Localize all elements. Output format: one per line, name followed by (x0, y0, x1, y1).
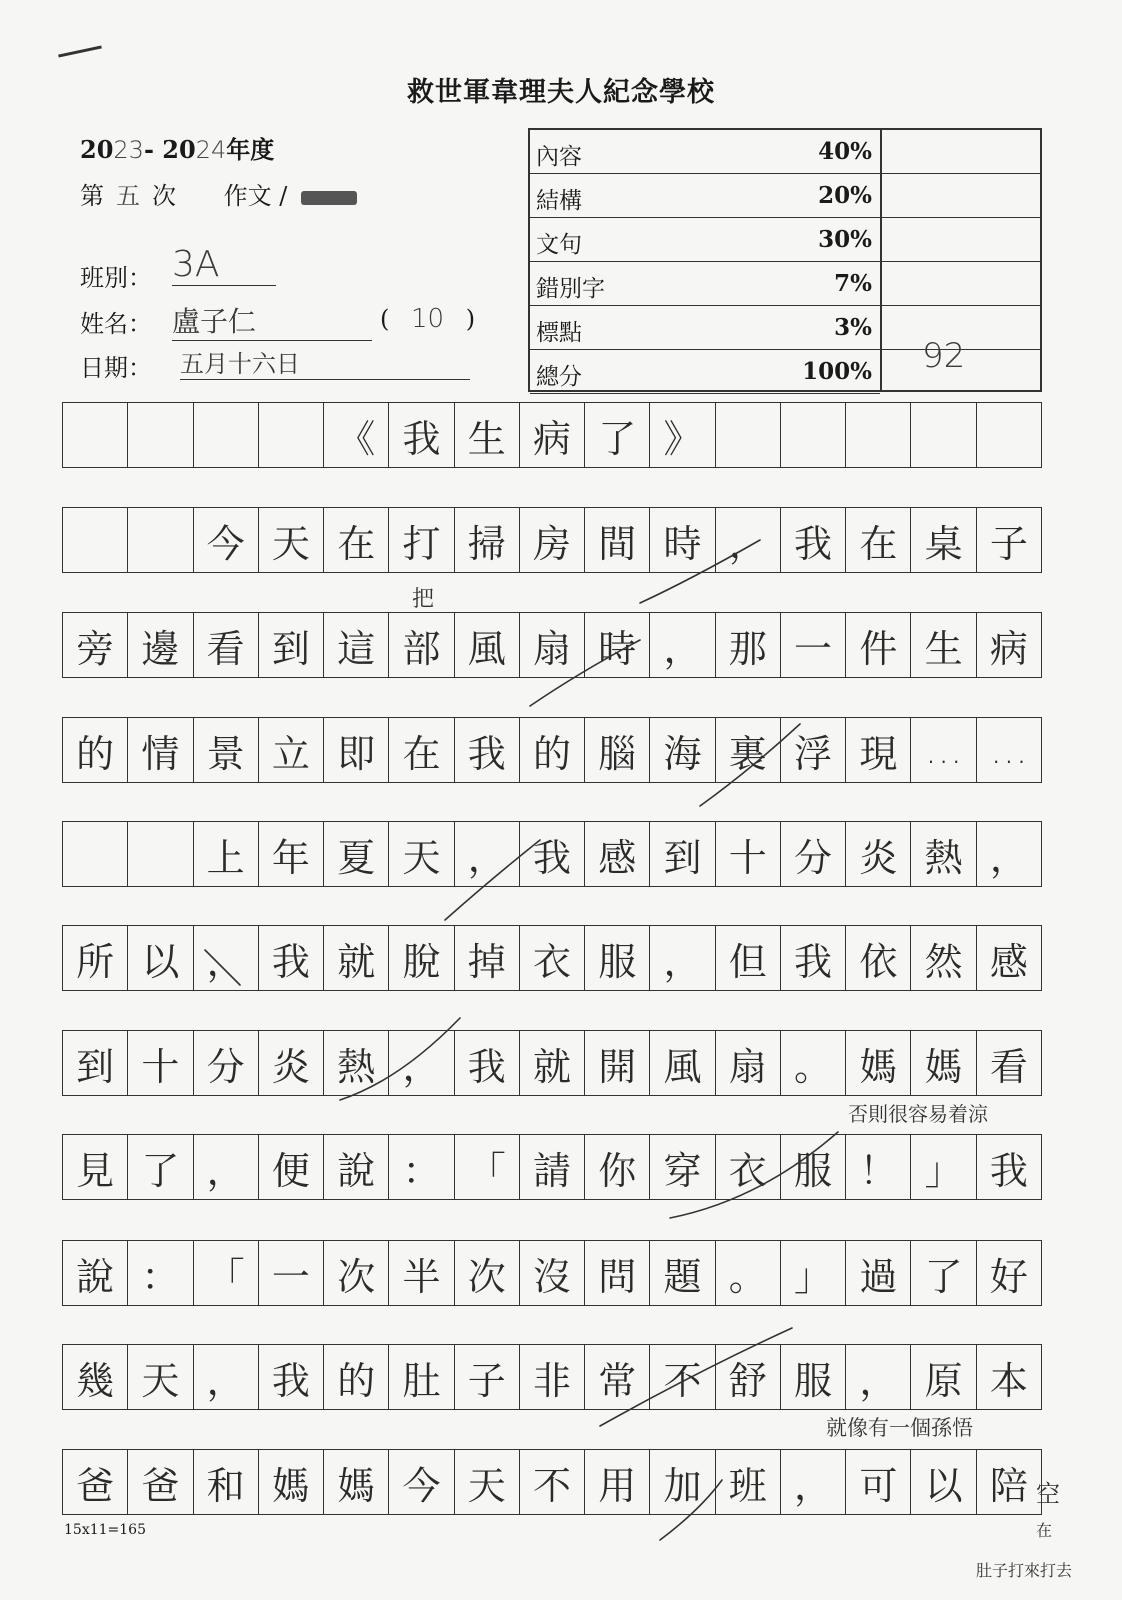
essay-grid-cell: 在 (846, 508, 911, 572)
essay-grid-cell: 天 (128, 1345, 193, 1409)
essay-grid-cell: 即 (324, 718, 389, 782)
essay-grid-cell: 我 (455, 1031, 520, 1095)
student-number: ( 10 ) (380, 304, 476, 334)
essay-grid-cell: 舒 (716, 1345, 781, 1409)
essay-grid-cell: 旁 (63, 613, 128, 677)
essay-grid-cell: ， (455, 822, 520, 886)
essay-grid-cell: 時 (650, 508, 715, 572)
essay-grid-cell: 感 (585, 822, 650, 886)
essay-grid-cell: 分 (781, 822, 846, 886)
correction-stroke (660, 1480, 722, 1540)
essay-grid-cell: 說 (324, 1135, 389, 1199)
annotation-fouze: 否則很容易着涼 (848, 1102, 988, 1126)
essay-grid-cell: 夏 (324, 822, 389, 886)
score-row-sentences: 文句 30% (530, 218, 880, 262)
essay-grid-cell: 生 (455, 403, 520, 467)
essay-grid-cell: 海 (650, 718, 715, 782)
correction-stroke (205, 950, 240, 985)
essay-grid-cell: 》 (650, 403, 715, 467)
essay-grid-cell: 陪 (989, 1463, 1028, 1508)
essay-grid-cell: 間 (585, 508, 650, 572)
essay-grid-cell: 浮 (781, 718, 846, 782)
essay-grid-cell: 熱 (324, 1031, 389, 1095)
name-label: 姓名： (80, 310, 152, 338)
score-row-content: 內容 40% (530, 130, 880, 174)
date-value: 五月十六日 (180, 344, 470, 380)
total-score: 92 (922, 336, 966, 376)
essay-grid-cell: 本 (989, 1358, 1028, 1403)
essay-grid-cell: 天 (455, 1450, 520, 1514)
essay-grid-cell: 就 (520, 1031, 585, 1095)
essay-grid-cell: 現 (846, 718, 911, 782)
essay-grid-cell: 風 (650, 1031, 715, 1095)
essay-grid-cell: 的 (63, 718, 128, 782)
annotation-jiu-xiang: 就像有一個孫悟 (826, 1416, 973, 1440)
essay-grid-cell: 到 (650, 822, 715, 886)
essay-grid-cell: 我 (989, 1148, 1028, 1193)
essay-grid-cell: 房 (520, 508, 585, 572)
essay-grid-cell: 媽 (259, 1450, 324, 1514)
school-year: 2023- 2024年度 (80, 135, 275, 164)
essay-grid-cell: 以 (128, 926, 193, 990)
essay-grid-cell: 媽 (324, 1450, 389, 1514)
correction-stroke (700, 724, 800, 806)
essay-grid-cell: 說 (63, 1241, 128, 1305)
essay-grid-cell: 過 (846, 1241, 911, 1305)
essay-grid-cell: 到 (63, 1031, 128, 1095)
school-title: 救世軍韋理夫人紀念學校 (407, 77, 715, 108)
essay-grid-cell: 了 (585, 403, 650, 467)
essay-grid-cell: 到 (259, 613, 324, 677)
essay-grid-cell: 。 (781, 1031, 846, 1095)
essay-grid-cell: 扇 (716, 1031, 781, 1095)
essay-grid-cell: ， (194, 1345, 259, 1409)
annotation-duzi: 肚子打來打去 (976, 1561, 1073, 1580)
essay-grid-cell: 穿 (650, 1135, 715, 1199)
name-value: 盧子仁 (172, 300, 372, 341)
essay-grid-cell: 今 (389, 1450, 454, 1514)
essay-grid-cell: 掉 (455, 926, 520, 990)
essay-grid-cell: 我 (389, 403, 454, 467)
essay-grid-cell: 請 (520, 1135, 585, 1199)
footer-grid-size: 15x11=165 (64, 1522, 146, 1538)
essay-grid-cell: 感 (989, 939, 1028, 984)
essay-grid-cell: ， (846, 1345, 911, 1409)
essay-grid-cell: 我 (781, 926, 846, 990)
essay-grid-cell: 風 (455, 613, 520, 677)
essay-grid-cell: 」 (911, 1135, 976, 1199)
essay-grid-cell: 肚 (389, 1345, 454, 1409)
essay-grid-cell: 那 (716, 613, 781, 677)
essay-grid-cell: 「 (194, 1241, 259, 1305)
essay-grid-cell: 炎 (259, 1031, 324, 1095)
essay-grid-cell: 可 (846, 1450, 911, 1514)
correction-stroke (600, 1328, 792, 1426)
essay-grid-cell: 問 (585, 1241, 650, 1305)
class-value: 3A (172, 244, 276, 286)
essay-grid-cell: 服 (585, 926, 650, 990)
essay-grid-cell: 十 (716, 822, 781, 886)
essay-grid-cell: 幾 (63, 1345, 128, 1409)
essay-grid-cell: 脫 (389, 926, 454, 990)
essay-grid-cell: 我 (781, 508, 846, 572)
essay-grid-cell: 扇 (520, 613, 585, 677)
essay-grid-cell: 熱 (911, 822, 976, 886)
essay-grid-cell: 這 (324, 613, 389, 677)
essay-grid-cell: … (911, 718, 976, 782)
essay-grid-cell: 服 (781, 1135, 846, 1199)
essay-grid-cell: ， (389, 1031, 454, 1095)
score-row-total: 總分 100% (530, 350, 880, 394)
score-row-punctuation: 標點 3% (530, 306, 880, 350)
correction-stroke (640, 540, 760, 603)
essay-grid-cell: 在 (324, 508, 389, 572)
essay-grid-cell: 上 (194, 822, 259, 886)
round-line: 第 五 次 作文 / (80, 176, 357, 211)
essay-grid-cell: 裏 (716, 718, 781, 782)
date-label: 日期： (80, 354, 152, 382)
essay-grid-cell: 邊 (128, 613, 193, 677)
essay-grid-cell: 班 (716, 1450, 781, 1514)
essay-grid-cell: 題 (650, 1241, 715, 1305)
essay-grid-cell: … (989, 728, 1028, 772)
essay-grid-cell: 了 (128, 1135, 193, 1199)
essay-grid-cell: 次 (324, 1241, 389, 1305)
essay-grid-cell: 《 (324, 403, 389, 467)
correction-stroke (530, 640, 640, 706)
essay-grid-cell: 所 (63, 926, 128, 990)
essay-grid-cell: 的 (520, 718, 585, 782)
essay-grid-cell: 半 (389, 1241, 454, 1305)
essay-grid-cell: 衣 (520, 926, 585, 990)
essay-grid-cell: 病 (520, 403, 585, 467)
essay-grid-cell: 時 (585, 613, 650, 677)
essay-grid-cell: ， (781, 1450, 846, 1514)
essay-grid-cell: 加 (650, 1450, 715, 1514)
essay-grid-cell: 以 (911, 1450, 976, 1514)
essay-grid-cell: 用 (585, 1450, 650, 1514)
essay-grid-cell: 不 (520, 1450, 585, 1514)
essay-grid-cell: 依 (846, 926, 911, 990)
essay-grid-cell: ！ (846, 1135, 911, 1199)
essay-grid-cell: 。 (716, 1241, 781, 1305)
essay-grid-cell: 在 (389, 718, 454, 782)
essay-grid-cell: 一 (259, 1241, 324, 1305)
essay-grid-cell: 病 (989, 626, 1028, 671)
essay-grid-cell: ， (194, 1135, 259, 1199)
essay-grid-cell: 立 (259, 718, 324, 782)
score-row-structure: 結構 20% (530, 174, 880, 218)
essay-grid-cell: 天 (389, 822, 454, 886)
essay-grid-cell: 開 (585, 1031, 650, 1095)
essay-grid-cell: 年 (259, 822, 324, 886)
essay-grid-cell: 看 (194, 613, 259, 677)
essay-grid-cell: 子 (989, 521, 1028, 566)
essay-grid-cell: ， (716, 508, 781, 572)
essay-grid-cell: 情 (128, 718, 193, 782)
essay-grid-cell: ， (650, 613, 715, 677)
score-row-typos: 錯別字 7% (530, 262, 880, 306)
essay-grid-cell: 我 (455, 718, 520, 782)
essay-grid-cell: ： (128, 1241, 193, 1305)
essay-grid-cell: 天 (259, 508, 324, 572)
essay-grid-cell: ， (989, 835, 1028, 880)
annotation-zai: 在 (1036, 1521, 1053, 1540)
essay-grid-cell: 一 (781, 613, 846, 677)
essay-grid-cell: 然 (911, 926, 976, 990)
essay-grid-cell: 打 (389, 508, 454, 572)
correction-stroke (445, 840, 540, 920)
essay-grid-cell: 看 (989, 1044, 1028, 1089)
essay-grid-cell: 不 (650, 1345, 715, 1409)
essay-grid-cell: 炎 (846, 822, 911, 886)
essay-grid-cell: 我 (520, 822, 585, 886)
essay-grid-cell: 我 (259, 926, 324, 990)
essay-grid-cell: 沒 (520, 1241, 585, 1305)
correction-stroke (340, 1018, 460, 1100)
essay-grid-cell: 件 (846, 613, 911, 677)
essay-grid-cell: 爸 (63, 1450, 128, 1514)
essay-grid-cell: 「 (455, 1135, 520, 1199)
essay-grid-cell: 衣 (716, 1135, 781, 1199)
essay-grid-cell: 」 (781, 1241, 846, 1305)
essay-grid-cell: 原 (911, 1345, 976, 1409)
essay-grid-cell: 分 (194, 1031, 259, 1095)
essay-grid-cell: 媽 (911, 1031, 976, 1095)
essay-grid-cell: 桌 (911, 508, 976, 572)
essay-grid-cell: ， (194, 926, 259, 990)
essay-grid-cell: 媽 (846, 1031, 911, 1095)
essay-grid-cell: 的 (324, 1345, 389, 1409)
essay-grid-cell: 但 (716, 926, 781, 990)
essay-grid-cell: 今 (194, 508, 259, 572)
annotation-kong: 空 (1036, 1480, 1060, 1508)
essay-grid-cell: 就 (324, 926, 389, 990)
essay-grid-cell: 我 (259, 1345, 324, 1409)
essay-grid-cell: 非 (520, 1345, 585, 1409)
essay-grid-cell: 腦 (585, 718, 650, 782)
essay-grid-cell: 好 (989, 1254, 1028, 1299)
essay-grid-cell: 服 (781, 1345, 846, 1409)
essay-grid-cell: ， (650, 926, 715, 990)
essay-grid-cell: 十 (128, 1031, 193, 1095)
essay-grid-cell: 了 (911, 1241, 976, 1305)
essay-grid-cell: 爸 (128, 1450, 193, 1514)
essay-grid-cell: 掃 (455, 508, 520, 572)
essay-grid-cell: 生 (911, 613, 976, 677)
essay-grid-cell: 部 (389, 613, 454, 677)
annotation-ba: 把 (412, 587, 435, 612)
essay-grid-cell: 見 (63, 1135, 128, 1199)
essay-grid-cell: 你 (585, 1135, 650, 1199)
essay-grid-cell: 景 (194, 718, 259, 782)
essay-grid-cell: 和 (194, 1450, 259, 1514)
essay-grid-cell: 便 (259, 1135, 324, 1199)
class-label: 班別： (80, 264, 152, 292)
essay-grid-cell: 次 (455, 1241, 520, 1305)
correction-stroke (670, 1132, 838, 1218)
essay-grid-cell: 子 (455, 1345, 520, 1409)
essay-grid-cell: 常 (585, 1345, 650, 1409)
essay-grid-cell: ： (389, 1135, 454, 1199)
